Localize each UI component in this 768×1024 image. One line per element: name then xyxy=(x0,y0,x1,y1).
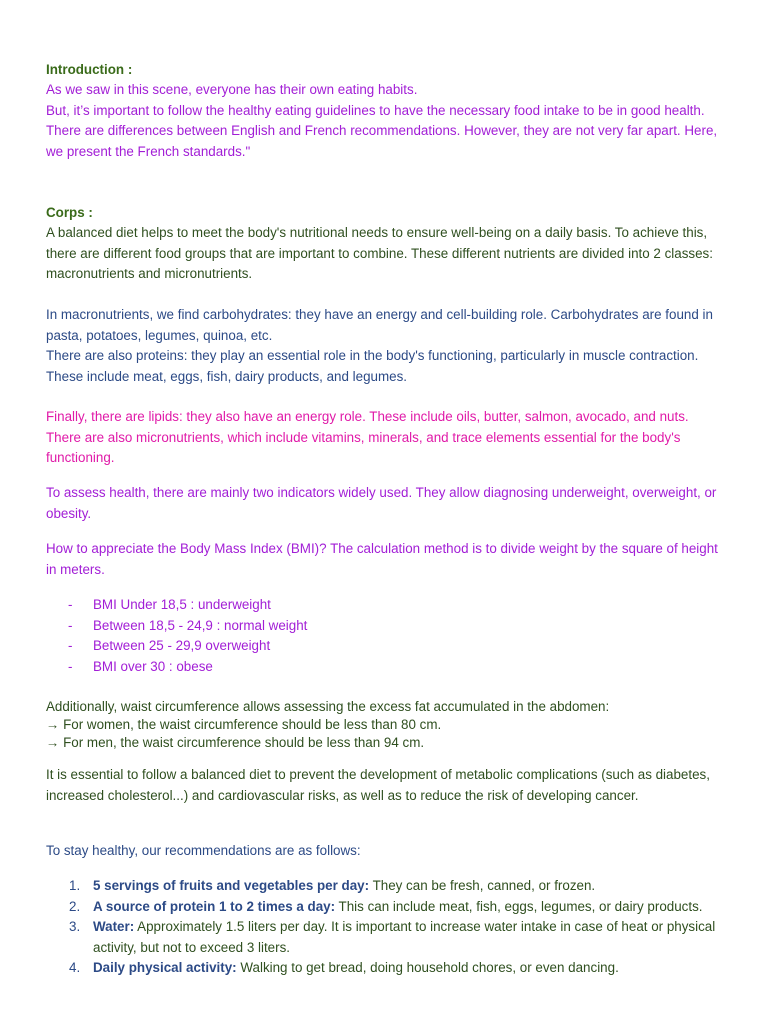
recommendation-title: 5 servings of fruits and vegetables per day: xyxy=(93,878,370,893)
bmi-item-text: Between 18,5 - 24,9 : normal weight xyxy=(93,617,308,633)
bullet-dash: - xyxy=(68,597,73,612)
recommendation-title: Daily physical activity: xyxy=(93,960,237,975)
bmi-question: How to appreciate the Body Mass Index (BMI)? The calculation method is to divide weight by the square of height in meters. xyxy=(46,541,718,577)
list-number: 1. xyxy=(69,878,81,893)
list-number: 4. xyxy=(69,960,81,975)
macro-carbohydrates: In macronutrients, we find carbohydrates: they have an energy and cell-building role. Carbohydrates are found in pasta, potatoes, legumes, quinoa, etc. xyxy=(46,307,713,343)
list-item xyxy=(46,636,726,657)
lipids-section xyxy=(46,407,726,469)
bmi-item-text: BMI over 30 : obese xyxy=(93,658,213,674)
bmi-item-text: BMI Under 18,5 : underweight xyxy=(93,597,271,612)
recommendation-title: A source of protein 1 to 2 times a day: xyxy=(93,898,336,914)
assess-paragraph: To assess health, there are mainly two indicators widely used. They allow diagnosing underweight, overweight, or obesity. xyxy=(46,485,717,521)
list-number: 3. xyxy=(69,919,81,934)
list-item xyxy=(46,657,726,678)
introduction-heading: Introduction : xyxy=(46,62,133,77)
micronutrients-line: There are also micronutrients, which include vitamins, minerals, and trace elements essential for the body's functioning. xyxy=(46,429,681,465)
essential-paragraph: It is essential to follow a balanced diet to prevent the development of metabolic complications (such as diabetes, increased cholesterol...) and cardiovascular risks, as well as to reduce the risk of developing cancer. xyxy=(46,767,710,803)
recommendation-text: Walking to get bread, doing household chores, or even dancing. xyxy=(236,960,619,975)
bullet-dash: - xyxy=(68,638,73,653)
bmi-list xyxy=(46,595,726,677)
recommendations-intro: To stay healthy, our recommendations are as follows: xyxy=(46,843,361,858)
macro-proteins: There are also proteins: they play an essential role in the body's functioning, particularly in muscle contraction. These include meat, eggs, fish, dairy products, and legumes. xyxy=(46,348,699,384)
list-item xyxy=(46,897,726,918)
introduction-section xyxy=(46,80,726,162)
list-item xyxy=(46,876,726,897)
macronutrients-section xyxy=(46,305,726,387)
waist-men: → For men, the waist circumference should be less than 94 cm. xyxy=(46,735,425,750)
lipids-line: Finally, there are lipids: they also have an energy role. These include oils, butter, salmon, avocado, and nuts. xyxy=(46,409,689,424)
bullet-dash: - xyxy=(68,617,73,633)
list-item xyxy=(46,616,726,637)
intro-line-1: As we saw in this scene, everyone has their own eating habits. xyxy=(46,82,418,97)
list-item xyxy=(46,595,726,616)
corps-paragraph: A balanced diet helps to meet the body's nutritional needs to ensure well-being on a daily basis. To achieve this, there are different food groups that are important to combine. These different nutrients are divided into 2 classes: macronutrients and micronutrients. xyxy=(46,225,713,281)
list-item xyxy=(46,917,726,958)
bmi-item-text: Between 25 - 29,9 overweight xyxy=(93,638,271,653)
list-number: 2. xyxy=(69,898,81,914)
recommendation-text: This can include meat, fish, eggs, legumes, or dairy products. xyxy=(335,898,703,914)
list-item xyxy=(46,958,726,979)
waist-intro: Additionally, waist circumference allows assessing the excess fat accumulated in the abdomen: xyxy=(46,699,610,714)
recommendation-text: They can be fresh, canned, or frozen. xyxy=(369,878,596,893)
intro-line-3: There are differences between English and French recommendations. However, they are not very far apart. Here, we present the French standards." xyxy=(46,123,718,159)
recommendation-text: Approximately 1.5 liters per day. It is important to increase water intake in case of heat or physical activity, but not to exceed 3 liters. xyxy=(93,919,716,955)
recommendations-list xyxy=(46,876,726,979)
recommendation-title: Water: xyxy=(93,919,135,934)
corps-heading: Corps : xyxy=(46,205,93,220)
waist-women: → For women, the waist circumference should be less than 80 cm. xyxy=(46,717,442,732)
waist-section xyxy=(46,698,726,752)
intro-line-2: But, it’s important to follow the healthy eating guidelines to have the necessary food intake to be in good health. xyxy=(46,102,705,118)
bullet-dash: - xyxy=(68,658,73,674)
